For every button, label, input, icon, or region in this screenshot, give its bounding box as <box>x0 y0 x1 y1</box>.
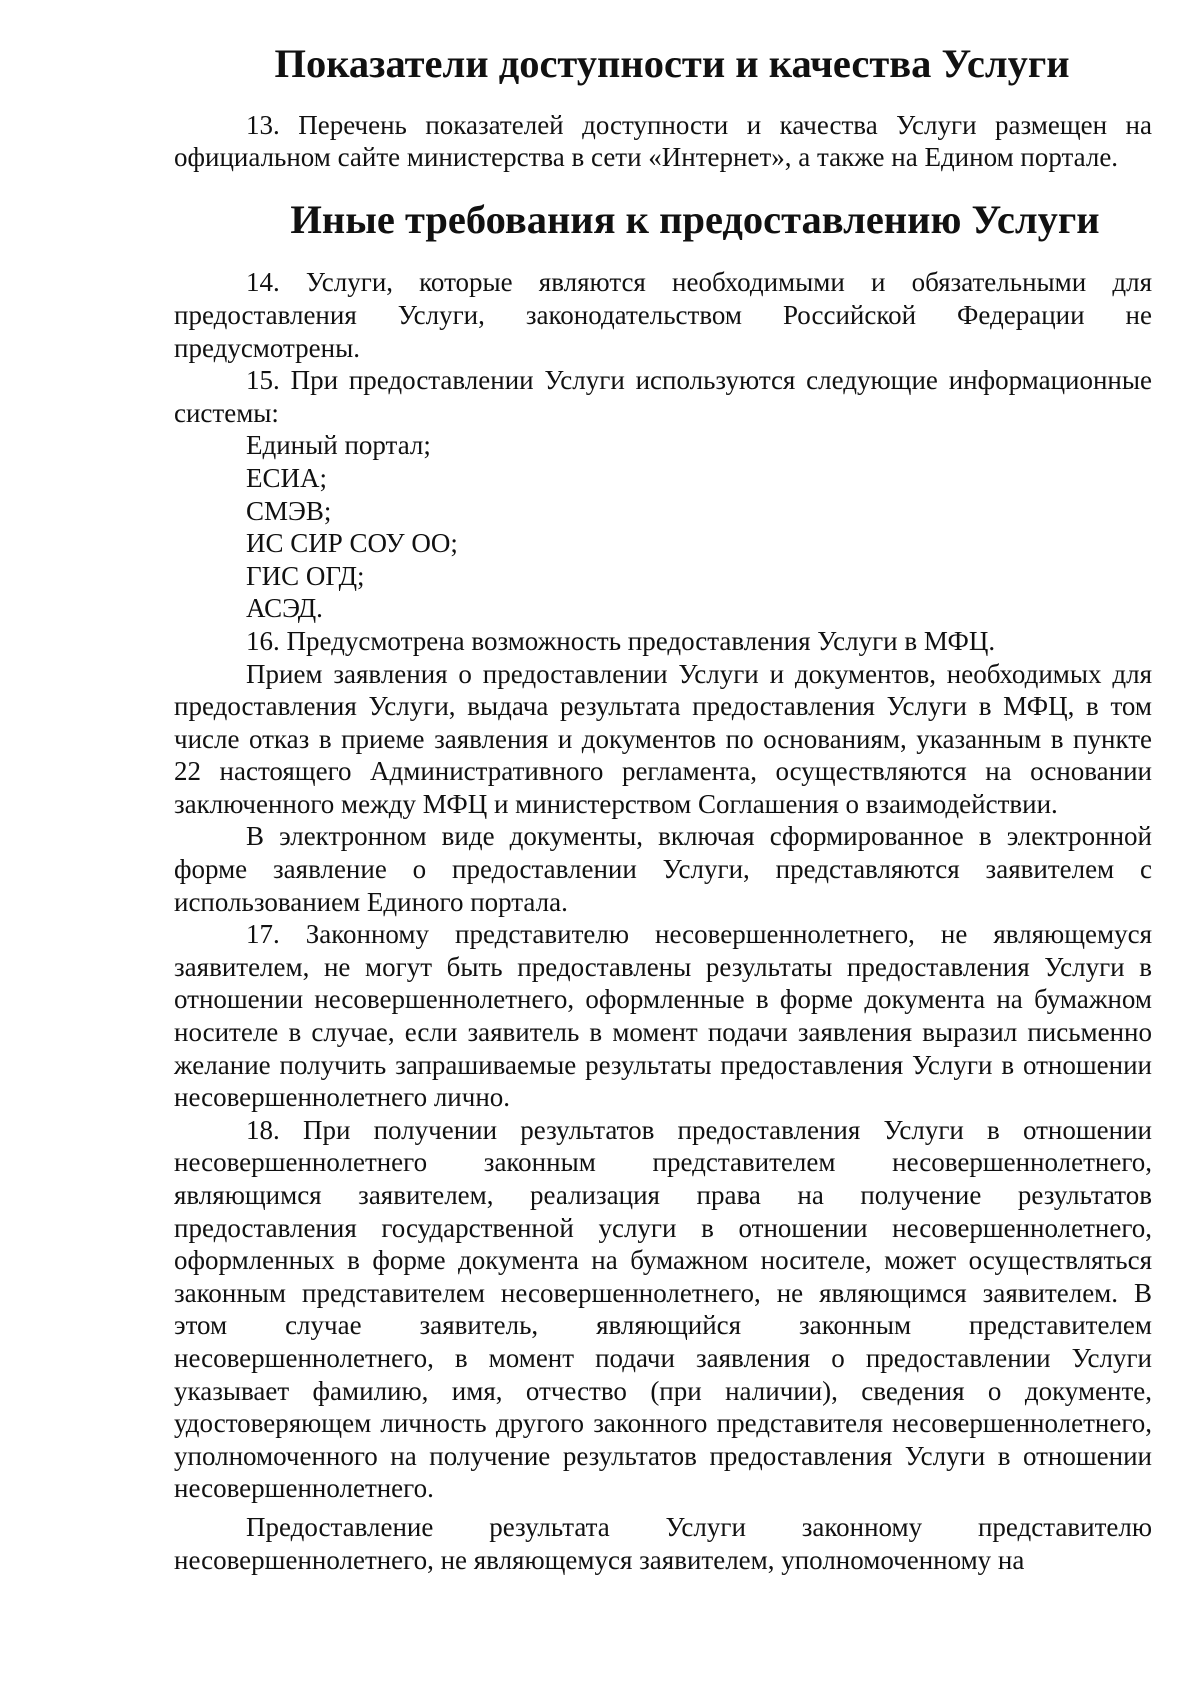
system-item: АСЭД. <box>246 593 323 624</box>
section-heading-other-requirements: Иные требования к предоставлению Услуги <box>290 196 1100 242</box>
paragraph-16-reception: Прием заявления о предоставлении Услуги и документов, необходимых для предоставления Услуги, выдача результата предоставления Услуги в МФЦ, в том числе отказ в приеме заявления и документов по основаниям, указанным в пункте 22 настоящего Административного регламента, осуществляются на основании заключенного между МФЦ и министерством Соглашения о взаимодействии. <box>174 658 1152 819</box>
system-item: ЕСИА; <box>246 462 327 493</box>
document-page <box>174 41 1152 1576</box>
system-item: ИС СИР СОУ ОО; <box>246 528 458 559</box>
section-heading-availability: Показатели доступности и качества Услуги <box>274 41 1070 86</box>
paragraph-18: 18. При получении результатов предоставления Услуги в отношении несовершеннолетнего законным представителем несовершеннолетнего, являющимся заявителем, реализация права на получение результатов предоставления государственной услуги в отношении несовершеннолетнего, оформленных в форме документа на бумажном носителе, может осуществляться законным представителем несовершеннолетнего, не являющимся заявителем. В этом случае заявитель, являющийся законным представителем несовершеннолетнего, в момент подачи заявления о предоставлении Услуги указывает фамилию, имя, отчество (при наличии), сведения о документе, удостоверяющем личность другого законного представителя несовершеннолетнего, уполномоченного на получение результатов предоставления Услуги в отношении несовершеннолетнего. <box>174 1114 1152 1504</box>
paragraph-16-electronic: В электронном виде документы, включая сформированное в электронной форме заявление о предоставлении Услуги, представляются заявителем с использованием Единого портала. <box>174 821 1152 917</box>
system-item: СМЭВ; <box>246 495 332 526</box>
paragraph-17: 17. Законному представителю несовершеннолетнего, не являющемуся заявителем, не могут быть предоставлены результаты предоставления Услуги в отношении несовершеннолетнего, оформленные в форме документа на бумажном носителе в случае, если заявитель в момент подачи заявления выразил письменно желание получить запрашиваемые результаты предоставления Услуги в отношении несовершеннолетнего лично. <box>174 919 1152 1113</box>
paragraph-14: 14. Услуги, которые являются необходимыми и обязательными для предоставления Услуги, законодательством Российской Федерации не предусмотрены. <box>174 267 1152 363</box>
paragraph-15: 15. При предоставлении Услуги используются следующие информационные системы: <box>174 365 1152 428</box>
paragraph-16: 16. Предусмотрена возможность предоставления Услуги в МФЦ. <box>246 625 996 656</box>
system-item: ГИС ОГД; <box>246 560 365 591</box>
paragraph-18-provision: Предоставление результата Услуги законному представителю несовершеннолетнего, не являющемуся заявителем, уполномоченному на <box>174 1511 1152 1575</box>
system-item: Единый портал; <box>246 430 431 461</box>
paragraph-13: 13. Перечень показателей доступности и качества Услуги размещен на официальном сайте министерства в сети «Интернет», а также на Едином портале. <box>174 109 1152 173</box>
